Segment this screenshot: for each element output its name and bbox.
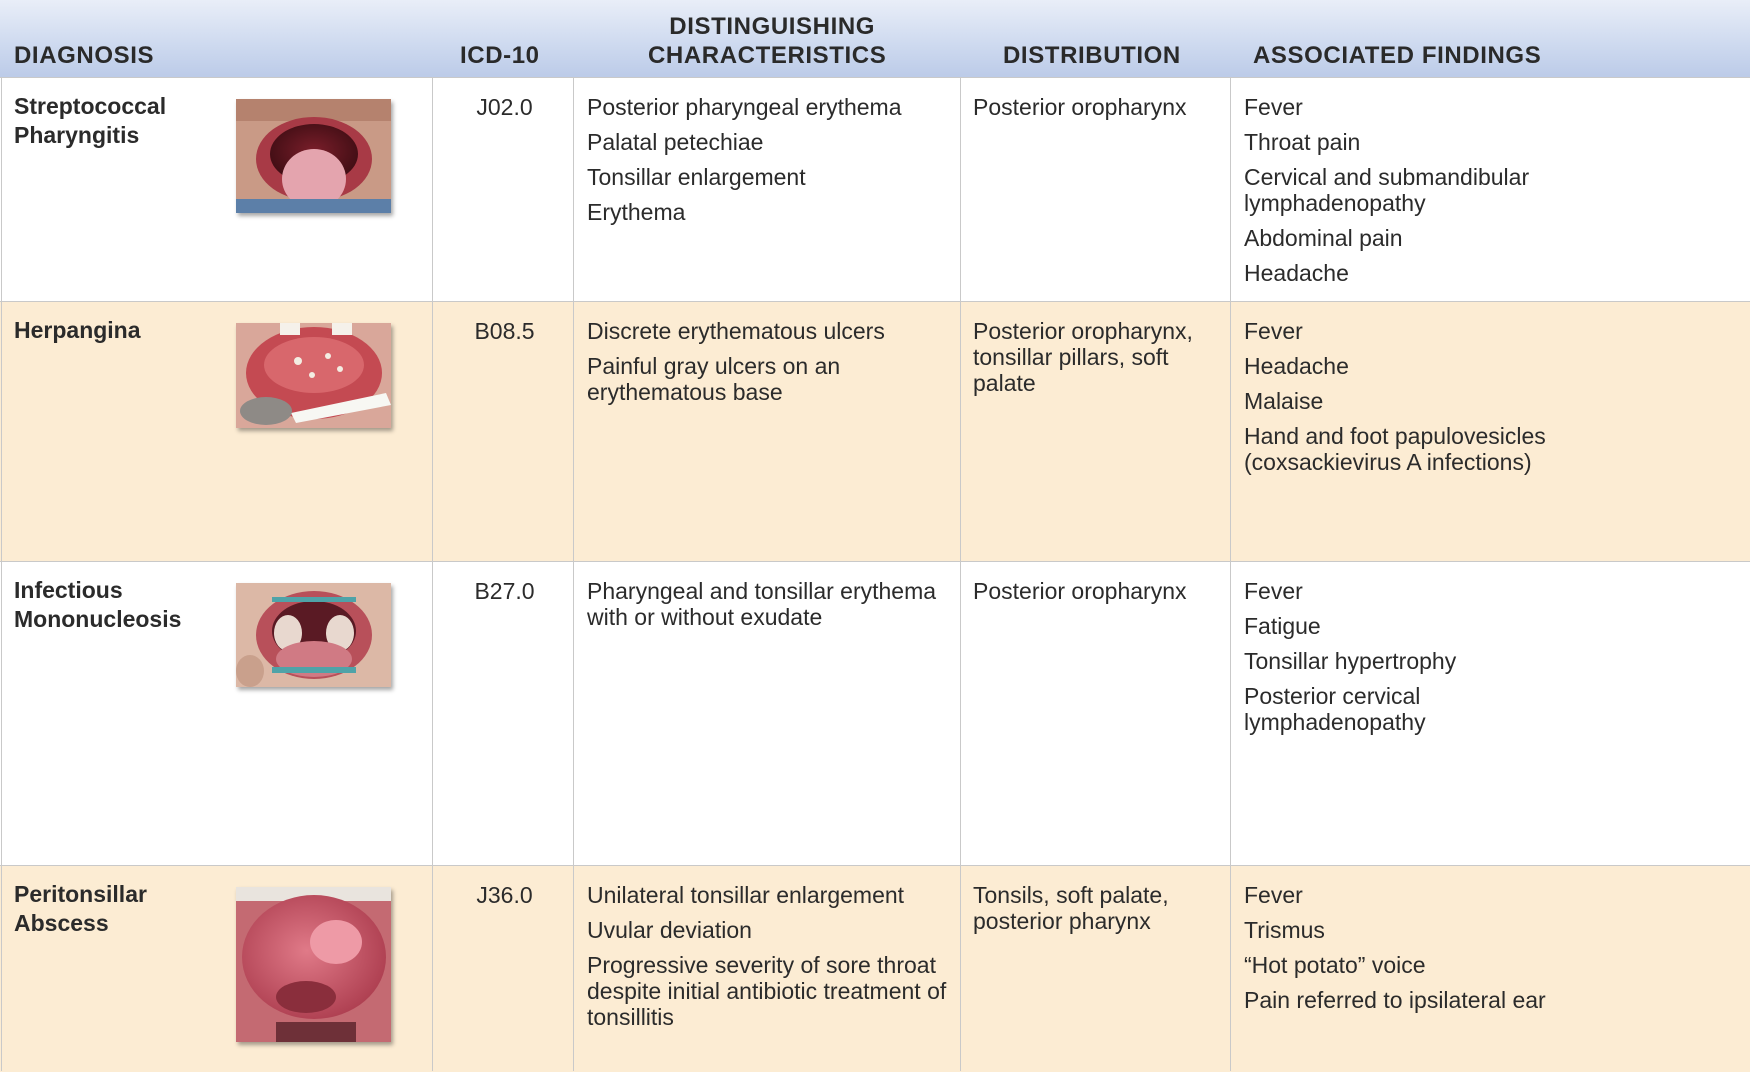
column-divider <box>1230 77 1231 1071</box>
diagnosis-name <box>14 316 204 345</box>
finding-item: Fever <box>1244 578 1303 604</box>
column-divider <box>960 77 961 1071</box>
finding-item: Trismus <box>1244 917 1325 943</box>
diagnosis-name-line2: Pharyngitis <box>14 122 140 148</box>
characteristic-item: Posterior pharyngeal erythema <box>587 94 902 120</box>
finding-item: “Hot potato” voice <box>1244 952 1426 978</box>
characteristic-item: Palatal petechiae <box>587 129 764 155</box>
column-divider <box>573 77 574 1071</box>
header-characteristics-line2: CHARACTERISTICS <box>648 42 887 69</box>
characteristic-item: Progressive severity of sore throat despite initial antibiotic treatment of tonsillitis <box>587 952 947 1030</box>
diagnosis-name <box>14 576 204 634</box>
finding-item: Abdominal pain <box>1244 225 1403 251</box>
finding-item: Pain referred to ipsilateral ear <box>1244 987 1546 1013</box>
characteristic-item: Discrete erythematous ulcers <box>587 318 885 344</box>
finding-item: Fever <box>1244 318 1303 344</box>
diagnosis-name-line2: Abscess <box>14 910 109 936</box>
icd-code: B08.5 <box>474 318 535 344</box>
findings-cell <box>1244 94 1574 295</box>
diagnosis-name-line1: Peritonsillar <box>14 881 147 907</box>
characteristic-item: Pharyngeal and tonsillar erythema with or without exudate <box>587 578 937 630</box>
characteristics-cell <box>587 318 952 414</box>
diagnosis-name-line1: Streptococcal <box>14 93 167 119</box>
finding-item: Fatigue <box>1244 613 1321 639</box>
table-header <box>0 0 1750 78</box>
characteristics-cell <box>587 94 952 234</box>
header-associated-findings: ASSOCIATED FINDINGS <box>1253 42 1542 69</box>
distribution-cell: Posterior oropharynx, tonsillar pillars, soft palate <box>973 318 1193 396</box>
finding-item: Headache <box>1244 353 1349 379</box>
header-icd10: ICD-10 <box>460 42 540 69</box>
finding-item: Hand and foot papulovesicles (coxsackievirus A infections) <box>1244 423 1546 475</box>
icd-code: J36.0 <box>476 882 533 908</box>
findings-cell <box>1244 318 1574 484</box>
diagnosis-name <box>14 880 204 938</box>
column-divider <box>1 77 2 1071</box>
characteristic-item: Tonsillar enlargement <box>587 164 806 190</box>
characteristics-cell <box>587 578 952 639</box>
icd-code: J02.0 <box>476 94 533 120</box>
finding-item: Fever <box>1244 882 1303 908</box>
header-diagnosis: DIAGNOSIS <box>14 42 155 69</box>
header-characteristics-line1: DISTINGUISHING <box>669 13 876 40</box>
characteristics-cell <box>587 882 947 1039</box>
clinical-photo-herpangina <box>236 323 391 428</box>
diagnosis-name-line1: Infectious <box>14 577 123 603</box>
diagnosis-name-line1: Herpangina <box>14 317 141 343</box>
table-row-peritonsillar-abscess <box>0 865 1750 1072</box>
finding-item: Throat pain <box>1244 129 1361 155</box>
finding-item: Posterior cervical lymphadenopathy <box>1244 683 1426 735</box>
finding-item: Tonsillar hypertrophy <box>1244 648 1457 674</box>
icd-code: B27.0 <box>474 578 535 604</box>
characteristic-item: Unilateral tonsillar enlargement <box>587 882 905 908</box>
table-row-herpangina <box>0 301 1750 562</box>
clinical-photo-strep-throat <box>236 99 391 213</box>
distribution-cell: Posterior oropharynx <box>973 578 1187 604</box>
finding-item: Malaise <box>1244 388 1324 414</box>
findings-cell <box>1244 578 1574 744</box>
table-row-infectious-mononucleosis <box>0 561 1750 866</box>
table-row-streptococcal-pharyngitis <box>0 77 1750 302</box>
distribution-cell: Tonsils, soft palate, posterior pharynx <box>973 882 1169 934</box>
distribution-cell: Posterior oropharynx <box>973 94 1187 120</box>
header-characteristics <box>648 12 886 70</box>
characteristic-item: Erythema <box>587 199 686 225</box>
diagnosis-name-line2: Mononucleosis <box>14 606 182 632</box>
finding-item: Headache <box>1244 260 1349 286</box>
diagnosis-name <box>14 92 204 150</box>
finding-item: Fever <box>1244 94 1303 120</box>
findings-cell <box>1244 882 1574 1022</box>
characteristic-item: Uvular deviation <box>587 917 752 943</box>
clinical-photo-peritonsillar-abscess <box>236 887 391 1042</box>
column-divider <box>432 77 433 1071</box>
finding-item: Cervical and submandibular lymphadenopathy <box>1244 164 1530 216</box>
characteristic-item: Painful gray ulcers on an erythematous base <box>587 353 841 405</box>
header-distribution: DISTRIBUTION <box>1003 42 1181 69</box>
clinical-photo-mononucleosis <box>236 583 391 687</box>
